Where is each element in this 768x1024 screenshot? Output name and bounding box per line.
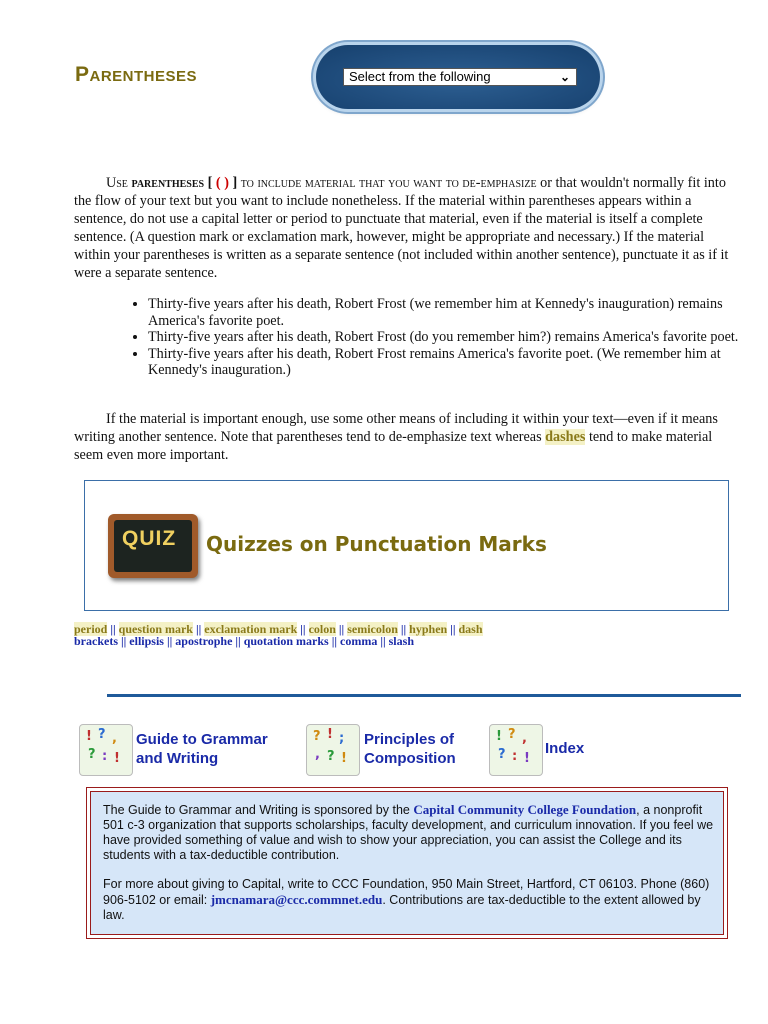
topic-select-dropdown[interactable] bbox=[343, 68, 577, 86]
link-dash[interactable]: dash bbox=[458, 622, 483, 636]
topic-select-value: Select from the following bbox=[349, 69, 491, 84]
link-period[interactable]: period bbox=[74, 622, 108, 636]
link-separator: || bbox=[300, 622, 306, 636]
link-exclamation-mark[interactable]: exclamation mark bbox=[204, 622, 298, 636]
link-ellipsis[interactable]: ellipsis bbox=[129, 634, 164, 648]
chevron-down-icon: ⌄ bbox=[559, 70, 570, 84]
link-separator: || bbox=[400, 622, 407, 636]
closing-after-text: tend to make material seem even more important. bbox=[74, 429, 713, 463]
giving-text: For more about giving to Capital, write to CCC Foundation, 950 Main Street, Hartford, CT 06103. Phone (860) 906-5102 or email: bbox=[103, 877, 710, 907]
quiz-icon-label: QUIZ bbox=[122, 527, 177, 550]
link-separator: || bbox=[235, 634, 241, 648]
quiz-title-link[interactable]: Quizzes on Punctuation Marks bbox=[206, 532, 547, 556]
link-separator: || bbox=[450, 622, 456, 636]
example-list bbox=[130, 296, 754, 379]
link-separator: || bbox=[380, 634, 386, 648]
nav-label-index[interactable]: Index bbox=[545, 740, 585, 757]
link-slash[interactable]: slash bbox=[388, 634, 414, 648]
list-item: • Thirty-five years after his death, Robert Frost (do you remember him?) remains America's favorite poet. bbox=[148, 329, 754, 346]
link-hyphen[interactable]: hyphen bbox=[409, 622, 448, 636]
dashes-link[interactable]: dashes bbox=[545, 429, 586, 445]
quiz-chalkboard-icon[interactable] bbox=[108, 514, 198, 578]
link-comma[interactable]: comma bbox=[340, 634, 378, 648]
nav-label-line: Principles of bbox=[364, 731, 455, 748]
nav-label-guide[interactable] bbox=[136, 730, 268, 768]
bracket-close: ] bbox=[228, 175, 241, 191]
giving-paragraph bbox=[103, 877, 715, 923]
link-semicolon[interactable]: semicolon bbox=[347, 622, 398, 636]
principles-icon[interactable]: ? ! ; , ? ! bbox=[306, 724, 360, 776]
foundation-link[interactable]: Capital Community College Foundation bbox=[413, 802, 637, 817]
term-parentheses: parentheses bbox=[131, 175, 205, 191]
nav-label-line: Composition bbox=[364, 750, 456, 767]
nav-label-principles[interactable] bbox=[364, 730, 456, 768]
closing-paragraph bbox=[74, 410, 734, 464]
list-item: • Thirty-five years after his death, Robert Frost remains America's favorite poet. (We remember him at Kennedy's inauguration.) bbox=[148, 346, 754, 379]
parentheses-symbol: ( ) bbox=[215, 175, 229, 191]
link-question-mark[interactable]: question mark bbox=[118, 622, 193, 636]
guide-icon[interactable]: ! ? , ? : ! bbox=[79, 724, 133, 776]
sponsor-text: , a nonprofit 501 c-3 organization that supports scholarships, faculty development, and curriculum innovation. If you feel we have provided something of value and wish to show your appreciation, you can assist the College and its students with a tax-deductible contribution. bbox=[103, 803, 714, 862]
purpose-text: to include material that you want to de-emphasize bbox=[240, 175, 537, 191]
link-separator: || bbox=[195, 622, 202, 636]
section-divider bbox=[107, 694, 741, 697]
link-colon[interactable]: colon bbox=[308, 622, 336, 636]
list-item: • Thirty-five years after his death, Robert Frost (we remember him at Kennedy's inauguration) remains America's favorite poet. bbox=[148, 296, 754, 329]
bracket-open: [ bbox=[204, 175, 216, 191]
nav-label-line: Guide to Grammar bbox=[136, 731, 268, 748]
link-brackets[interactable]: brackets bbox=[74, 634, 118, 648]
link-separator: || bbox=[121, 634, 127, 648]
link-separator: || bbox=[338, 622, 345, 636]
page-title: Parentheses bbox=[75, 63, 198, 86]
intro-paragraph bbox=[74, 174, 734, 282]
link-separator: || bbox=[166, 634, 173, 648]
closing-before-text: If the material is important enough, use some other means of including it within your text—even if it means writing another sentence. Note that parentheses tend to de-emphasize text whereas bbox=[74, 411, 718, 445]
index-icon[interactable]: ! ? , ? : ! bbox=[489, 724, 543, 776]
punctuation-links-row-2 bbox=[74, 634, 414, 649]
link-quotation-marks[interactable]: quotation marks bbox=[243, 634, 329, 648]
sponsor-paragraph bbox=[103, 802, 715, 863]
link-separator: || bbox=[331, 634, 338, 648]
nav-label-line: and Writing bbox=[136, 750, 219, 767]
intro-rest-text: or that wouldn't normally fit into the flow of your text but you want to include nonetheless. If the material within parentheses appears within a sentence, do not use a capital letter or period to punctuate that material, even if the material is itself a complete sentence. (A question mark or exclamation mark, however, might be appropriate and necessary.) If the material within your parentheses is written as a separate sentence (not included within another sentence), punctuate it as if it were a separate sentence. bbox=[74, 175, 729, 281]
giving-text: . Contributions are tax-deductible to the extent allowed by law. bbox=[103, 893, 701, 922]
link-separator: || bbox=[110, 622, 116, 636]
link-apostrophe[interactable]: apostrophe bbox=[175, 634, 233, 648]
sponsor-text: The Guide to Grammar and Writing is sponsored by the bbox=[103, 803, 414, 817]
email-link[interactable]: jmcnamara@ccc.commnet.edu bbox=[210, 892, 383, 907]
intro-use-text: Use bbox=[106, 175, 132, 191]
